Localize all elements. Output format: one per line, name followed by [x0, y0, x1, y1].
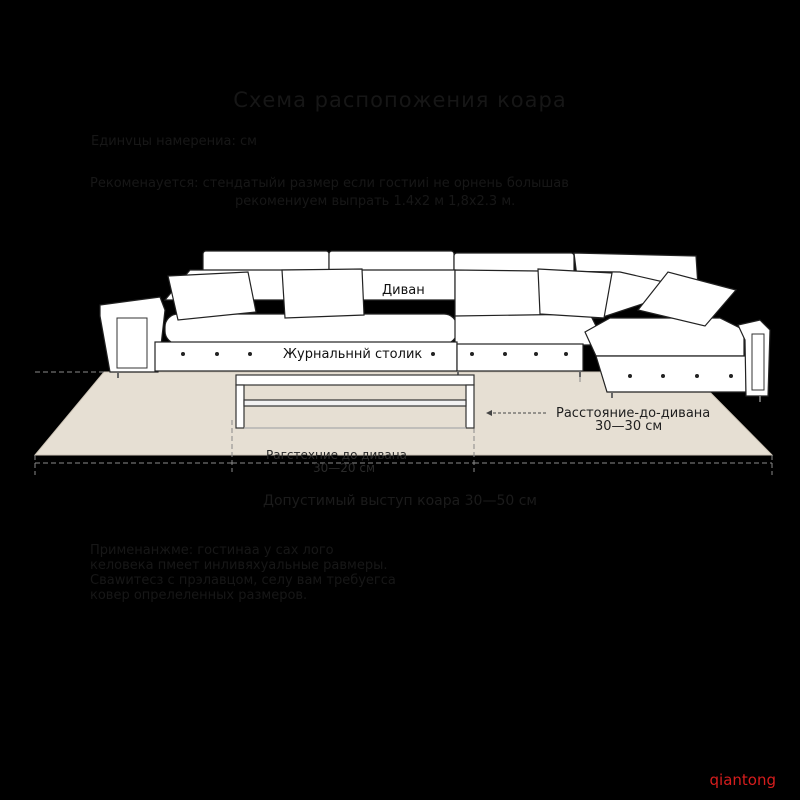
coffee-table-label: Журнальннй столик	[283, 347, 423, 362]
note-line-1: Применанжме: гостинаа у сах лого	[90, 543, 334, 558]
note-line-3: Свawитесз с прэлавцом, селу вам требуегса	[90, 573, 396, 588]
allowance-text: Допустимый выступ коара 30—50 см	[263, 493, 537, 509]
distance-bottom-value: 30—20 см	[313, 461, 376, 475]
recommendation-line-1: Рекоменауется: стендатыйи размер если гостииi не орнень болышав	[90, 176, 569, 191]
note-line-2: келовекa пмеет инливяхуальные равмеры.	[90, 558, 388, 573]
brand-watermark: qiantong	[709, 771, 776, 789]
distance-right-value: 30—30 см	[595, 419, 663, 434]
note-paragraph	[90, 543, 550, 603]
distance-right-label: Расстояние-до-дивана	[556, 406, 711, 421]
units-text: Единvцы намерениа: см	[91, 134, 257, 149]
recommendation-line-2: рекомениуем выпрать 1.4x2 м 1,8x2.3 м.	[235, 194, 516, 209]
sofa-label: Диван	[382, 283, 425, 298]
diagram-title: Схема распопожения коара	[233, 88, 567, 112]
distance-bottom-label: Рагстехние до дивана	[266, 448, 407, 462]
note-line-4: ковер опрелеленных размеров.	[90, 588, 308, 603]
